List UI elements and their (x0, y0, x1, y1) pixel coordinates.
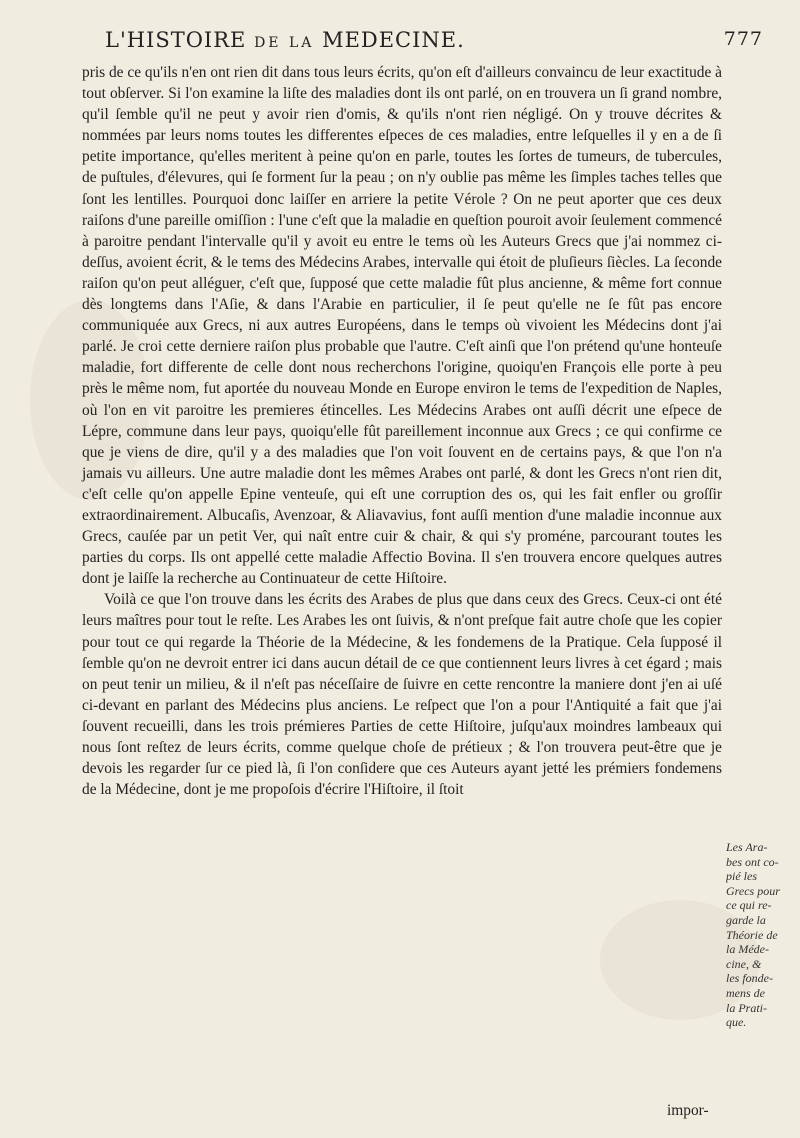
body-text (82, 62, 722, 800)
paragraph-1: pris de ce qu'ils n'en ont rien dit dans tous leurs écrits, qu'on eſt d'ailleurs convaincu de leur exactitude à tout obſerver. Si l'on examine la liſte des maladies dont ils ont parlé, on en trouvera un ſi grand nombre, qu'il ſemble qu'il ne peut y avoir rien d'omis, & qu'ils n'ont rien négligé. On y trouve décrites & nommées par leurs noms toutes les differentes eſpeces de ces maladies, entre leſquelles il y en a de ſi petite importance, qu'elles meritent à peine qu'on en parle, toutes les ſortes de tumeurs, de tubercules, de puſtules, d'élevures, qui ſe forment ſur la peau ; on n'y oublie pas même les ſimples taches telles que ſont les lentilles. Pourquoi donc laiſſer en arriere la petite Vérole ? On ne peut aporter que ces deux raiſons d'une pareille omiſſion : l'une c'eſt que la maladie en queſtion pouroit avoir ſeulement commencé à paroitre pendant l'intervalle qu'il y avoit eu entre le tems où les Auteurs Grecs que j'ai nommez ci-deſſus, avoient écrit, & le tems des Médecins Arabes, intervalle qui étoit de pluſieurs ſiècles. La ſeconde raiſon qu'on peut alléguer, c'eſt que, ſupposé que cette maladie fût plus ancienne, & même fort connue dès longtems dans l'Aſie, & dans l'Arabie en particulier, il ſe peut qu'elle ne ſe fût pas encore communiquée aux Grecs, ni aux autres Européens, dans le temps où vivoient les Médecins dont j'ai parlé. Je croi cette derniere raiſon plus probable que l'autre. C'eſt ainſi que l'on prétend qu'une honteuſe maladie, fort differente de celle dont nous recherchons l'origine, quoiqu'en François elle porte à peu près le même nom, fut aportée du nouveau Monde en Europe environ le tems de l'expedition de Naples, où l'on en vit paroitre les premieres étincelles. Les Médecins Arabes ont auſſi décrit une eſpece de Lépre, commune dans leur pays, quoiqu'elle fût pareillement inconnue aux Grecs ; ce qui confirme ce que je viens de dire, qu'il y a des maladies que l'on voit ſouvent en de certains pays, & que l'on n'a jamais vu ailleurs. Une autre maladie dont les mêmes Arabes ont parlé, & dont les Grecs n'ont rien dit, c'eſt celle qu'on appelle Epine venteuſe, qui eſt une corruption des os, qui les fait enfler ou groſſir extraordinairement. Albucaſis, Avenzoar, & Aliavavius, font auſſi mention d'une maladie inconnue aux Grecs, cauſée par un petit Ver, qui naît entre cuir & chair, & qui s'y proméne, parcourant toutes les parties du corps. Ils ont appellé cette maladie Affectio Bovina. Il s'en trouvera encore quelques autres dont je laiſſe la recherche au Continuateur de cette Hiſtoire. (82, 64, 722, 588)
catchword: impor- (667, 1102, 709, 1119)
margin-note-line: ce qui re- (726, 898, 772, 913)
page-number: 777 (723, 28, 763, 50)
margin-note-line: les fonde- (726, 971, 773, 986)
margin-note-line: mens de (726, 985, 765, 1000)
header-title-3: MEDECINE. (322, 28, 465, 52)
margin-note-line: Grecs pour (726, 883, 780, 898)
header-title-2: DE LA (254, 35, 315, 51)
margin-note-line: la Méde- (726, 942, 769, 957)
margin-note-line: Les Ara- (726, 840, 768, 854)
margin-note-line: que. (726, 1015, 747, 1030)
paragraph-2: Voilà ce que l'on trouve dans les écrits des Arabes de plus que dans ceux des Grecs. Ceux-ci ont été leurs maîtres pour tout le reſte. Les Arabes les ont ſuivis, & n'ont preſque fait autre choſe que les copier pour tout ce qui regarde la Théorie de la Médecine, & les fondemens de la Pratique. Cela ſupposé il ſemble qu'on ne devroit entrer ici dans aucun détail de ce que contiennent leurs livres à cet égard ; mais on peut tenir un milieu, & il n'eſt pas néceſſaire de ſuivre en cette rencontre la maniere dont j'en ai uſé ci-devant en parlant des Médecins plus anciens. Le reſpect que l'on a pour l'Antiquité a fait que j'ai ſouvent recueilli, dans les trois prémieres Parties de cette Hiſtoire, juſqu'aux moindres lambeaux qui nous ſont reſtez de leurs écrits, comme quelque choſe de prétieux ; & l'on trouvera peut-être que je devois les regarder ſur ce pied là, ſi l'on conſidere que ces Auteurs ayant jetté les prémiers fondemens de la Médecine, dont je me propoſois d'écrire l'Hiſtoire, il ſtoit (82, 591, 722, 799)
margin-note-line: pié les (726, 869, 757, 884)
margin-note-line: la Prati- (726, 1000, 767, 1015)
margin-note-line: bes ont co- (726, 854, 779, 869)
header-title-1: L'HISTOIRE (105, 28, 247, 52)
running-header (105, 28, 763, 62)
margin-note-line: Théorie de (726, 927, 778, 942)
margin-note-line: cine, & (726, 956, 762, 971)
margin-note-line: garde la (726, 912, 766, 927)
margin-note (726, 840, 798, 1030)
